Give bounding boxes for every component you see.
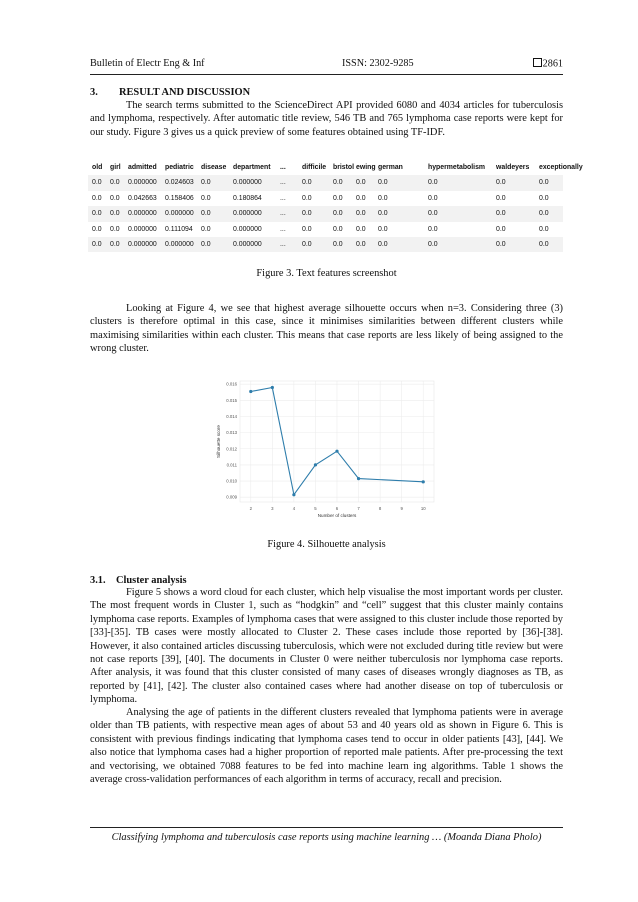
data-point <box>422 480 425 483</box>
column-header: department <box>233 164 271 171</box>
column-header: hypermetabolism <box>428 164 486 171</box>
paragraph-ages: Analysing the age of patients in the different clusters revealed that lymphoma patients were in average older than TB patients, with respective mean ages of about 53 and 40 years old as shown in Figure 6. This is consistent with previous findings indicating that lymphoma cases tend to occur in older patients [43], [44]. We also notice that lymphoma cases had a higher proportion of reported male patients. After pre-processing the text and vectorising, we obtained 7088 features to be fed into machine learn ing algorithms. Table 1 shows the average cross-validation performances of each algorithm in terms of accuracy, recall and precision. <box>90 707 563 786</box>
table-cell: 0.0 <box>333 179 343 187</box>
table-cell: 0.000000 <box>233 240 262 248</box>
table-row <box>88 222 563 237</box>
table-cell: 0.0 <box>302 210 312 218</box>
table-cell: 0.0 <box>356 194 366 202</box>
table-cell: 0.0 <box>428 210 438 218</box>
figure4-caption: Figure 4. Silhouette analysis <box>267 539 386 550</box>
table-cell: 0.0 <box>539 179 549 187</box>
column-header: disease <box>201 164 227 171</box>
table-cell: 0.180864 <box>233 194 262 202</box>
y-tick-label: 0.012 <box>226 446 237 452</box>
x-tick-label: 4 <box>292 506 296 511</box>
table-cell: 0.0 <box>428 194 438 202</box>
table-cell: 0.0 <box>496 210 506 218</box>
table-cell: 0.0 <box>333 194 343 202</box>
table-cell: 0.0 <box>92 210 102 218</box>
column-header: admitted <box>128 164 157 171</box>
table-cell: 0.000000 <box>165 240 194 248</box>
table-cell: 0.000000 <box>233 210 262 218</box>
table-cell: 0.0 <box>201 240 211 248</box>
table-cell: ... <box>280 240 286 248</box>
silhouette-chart <box>212 375 442 530</box>
page-number: 2861 <box>533 58 563 70</box>
table-cell: 0.0 <box>378 210 388 218</box>
table-cell: 0.0 <box>539 210 549 218</box>
table-cell: 0.0 <box>356 210 366 218</box>
table-cell: 0.0 <box>201 179 211 187</box>
figure3-caption: Figure 3. Text features screenshot <box>256 268 397 279</box>
column-header: ... <box>280 164 286 171</box>
table-cell: 0.000000 <box>233 179 262 187</box>
column-header: waldeyers <box>496 164 530 171</box>
table-cell: 0.0 <box>302 179 312 187</box>
table-cell: 0.0 <box>302 225 312 233</box>
x-tick-label: 9 <box>400 506 403 511</box>
section-heading: 3. RESULT AND DISCUSSION <box>90 87 251 98</box>
x-tick-label: 2 <box>249 506 252 511</box>
table-cell: 0.0 <box>92 179 102 187</box>
issn: ISSN: 2302-9285 <box>342 58 414 69</box>
table-cell: 0.0 <box>496 194 506 202</box>
data-point <box>249 390 252 393</box>
table-cell: 0.0 <box>539 194 549 202</box>
paragraph-clusters: Figure 5 shows a word cloud for each cluster, which help visualise the most important words per cluster. The most frequent words in Cluster 1, such as “hodgkin” and “cell” suggest that this cluster mainly contains lymphoma case reports. Examples of lymphoma cases that were assigned to this cluster include those reported by [33]-[35]. TB cases were mostly allocated to Cluster 2. These cases include those reported by [36]-[38]. However, it also contained articles discussing tuberculosis, which were not excluded during title review but were not case reports [39], [40]. The documents in Cluster 0 were neither tuberculosis nor lymphoma case reports. After analysis, it was found that this cluster consisted of many cases of diseases wrongly diagnoses as TB, as reported by [41], [42]. The cluster also contained cases where had another disease on top of tuberculosis or lymphoma. <box>90 587 563 706</box>
table-cell: 0.0 <box>302 194 312 202</box>
table-cell: 0.0 <box>496 225 506 233</box>
table-cell: 0.0 <box>110 225 120 233</box>
table-cell: 0.0 <box>110 240 120 248</box>
table-cell: 0.0 <box>333 240 343 248</box>
table-cell: ... <box>280 179 286 187</box>
table-cell: 0.0 <box>92 240 102 248</box>
silhouette-chart-svg <box>212 375 442 530</box>
table-cell: 0.0 <box>302 240 312 248</box>
table-cell: 0.0 <box>356 225 366 233</box>
subsection-heading: 3.1. Cluster analysis <box>90 575 187 586</box>
table-cell: 0.000000 <box>165 210 194 218</box>
table-cell: 0.111094 <box>165 225 193 233</box>
y-tick-label: 0.011 <box>226 462 237 468</box>
table-cell: 0.0 <box>378 240 388 248</box>
table-cell: 0.024603 <box>165 179 194 187</box>
column-header: exceptionally <box>539 164 583 171</box>
x-tick-label: 7 <box>357 506 360 511</box>
paragraph-silhouette: Looking at Figure 4, we see that highest average silhouette occurs when n=3. Considering three (3) clusters is therefore optimal in this case, since it minimises similarities between different clusters while maximising similarities within each cluster. This means that case reports are less likely of being assigned to the wrong cluster. <box>90 303 563 355</box>
column-header: difficile <box>302 164 327 171</box>
table-row <box>88 206 563 221</box>
y-tick-label: 0.010 <box>226 478 237 484</box>
column-header: old <box>92 164 103 171</box>
data-point <box>357 477 360 480</box>
paragraph-intro: The search terms submitted to the ScienceDirect API provided 6080 and 4034 articles for tuberculosis and lymphoma, respectively. After automatic title review, 546 TB and 765 lymphoma case reports were kept for our study. Figure 3 gives us a quick preview of some features obtained using TF-IDF. <box>90 100 563 138</box>
table-cell: 0.0 <box>539 240 549 248</box>
table-cell: 0.0 <box>428 240 438 248</box>
data-point <box>335 450 338 453</box>
table-cell: 0.0 <box>333 225 343 233</box>
column-header: pediatric <box>165 164 194 171</box>
table-cell: 0.0 <box>110 210 120 218</box>
table-header-row <box>88 160 583 175</box>
table-cell: 0.0 <box>92 194 102 202</box>
table-cell: ... <box>280 210 286 218</box>
table-cell: 0.0 <box>378 179 388 187</box>
x-tick-label: 8 <box>378 506 382 511</box>
table-row <box>88 237 563 252</box>
column-header: ewing <box>356 164 376 171</box>
x-tick-label: 10 <box>420 506 426 511</box>
table-cell: 0.000000 <box>233 225 262 233</box>
y-tick-label: 0.009 <box>226 494 237 500</box>
table-cell: 0.000000 <box>128 179 157 187</box>
running-footer: Classifying lymphoma and tuberculosis case reports using machine learning … (Moanda Diana Pholo) <box>90 827 563 843</box>
y-tick-label: 0.013 <box>226 430 237 436</box>
table-cell: 0.000000 <box>128 240 157 248</box>
table-cell: 0.0 <box>496 179 506 187</box>
data-point <box>292 493 295 496</box>
data-point <box>271 386 274 389</box>
table-cell: 0.0 <box>201 210 211 218</box>
table-cell: 0.158406 <box>165 194 194 202</box>
table-cell: 0.0 <box>201 225 211 233</box>
table-row <box>88 175 563 190</box>
y-axis-label: Silhouette score <box>216 425 221 458</box>
table-cell: 0.0 <box>428 225 438 233</box>
y-tick-label: 0.015 <box>226 397 237 403</box>
column-header: girl <box>110 164 121 171</box>
table-cell: 0.0 <box>539 225 549 233</box>
table-cell: 0.0 <box>378 225 388 233</box>
table-row <box>88 191 563 206</box>
table-cell: 0.0 <box>496 240 506 248</box>
table-cell: 0.0 <box>201 194 211 202</box>
table-cell: 0.0 <box>110 194 120 202</box>
x-axis-label: Number of clusters <box>317 513 357 518</box>
column-header: bristol <box>333 164 355 171</box>
table-cell: 0.0 <box>378 194 388 202</box>
y-tick-label: 0.014 <box>226 413 237 419</box>
x-tick-label: 3 <box>271 506 274 511</box>
table-cell: 0.0 <box>92 225 102 233</box>
table-cell: 0.0 <box>110 179 120 187</box>
table-cell: 0.0 <box>356 240 366 248</box>
text-features-table <box>88 160 583 252</box>
y-tick-label: 0.016 <box>226 381 237 387</box>
table-cell: 0.000000 <box>128 210 157 218</box>
table-cell: 0.042663 <box>128 194 157 202</box>
table-cell: 0.000000 <box>128 225 157 233</box>
table-cell: 0.0 <box>428 179 438 187</box>
table-cell: 0.0 <box>333 210 343 218</box>
table-cell: 0.0 <box>356 179 366 187</box>
journal-name: Bulletin of Electr Eng & Inf <box>90 58 205 69</box>
box-icon <box>533 58 542 67</box>
table-cell: ... <box>280 225 286 233</box>
table-cell: ... <box>280 194 286 202</box>
x-tick-label: 6 <box>335 506 339 511</box>
column-header: german <box>378 164 403 171</box>
running-header <box>90 58 563 75</box>
data-point <box>314 463 317 466</box>
x-tick-label: 5 <box>314 506 317 511</box>
